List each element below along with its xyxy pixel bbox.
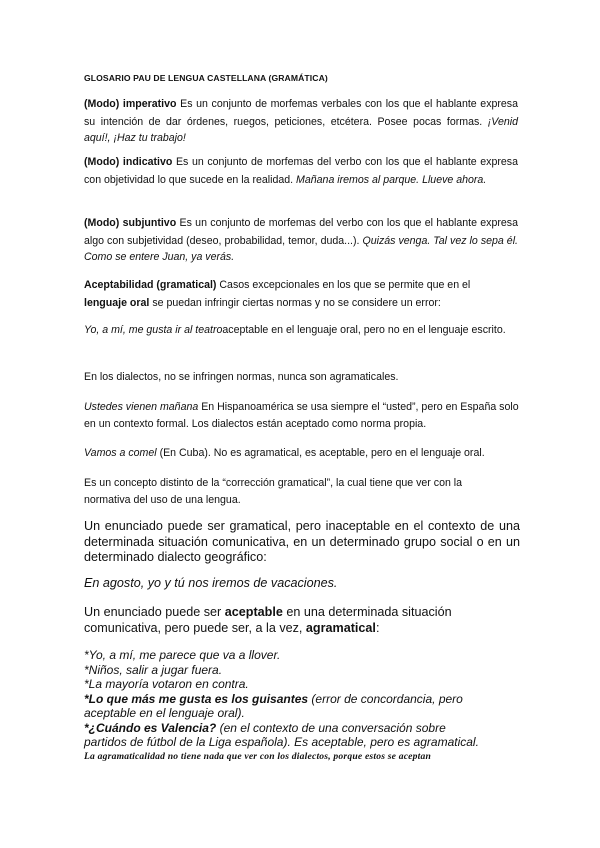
dialectos-note: En los dialectos, no se infringen normas, nunca son agramaticales. bbox=[84, 371, 399, 383]
example-ustedes-quote: Ustedes vienen mañana bbox=[84, 401, 199, 413]
concepto-note: Es un concepto distinto de la “corrección gramatical”, la cual tiene que ver con la normativa del uso de una lengua. bbox=[84, 477, 463, 506]
footer-note: La agramaticalidad no tiene nada que ver con los dialectos, porque estos se aceptan bbox=[84, 751, 432, 762]
example-comel bbox=[84, 445, 518, 462]
list-item-bold: *Lo que más me gusta es los guisantes bbox=[84, 691, 309, 706]
example-subjuntivo: Quizás venga. Tal vez lo sepa él. Como se entere Juan, ya verás. bbox=[84, 234, 518, 263]
enunciado-aceptable-c: en una determinada situación comunicativa, pero puede ser, a la vez, bbox=[84, 605, 452, 635]
example-ustedes bbox=[84, 399, 520, 432]
term-indicativo: (Modo) indicativo bbox=[84, 156, 173, 168]
enunciado-aceptable-a: Un enunciado puede ser bbox=[84, 605, 222, 619]
list-item: *Yo, a mí, me parece que va a llover. bbox=[84, 648, 281, 662]
example-indicativo: Mañana iremos al parque. Llueve ahora. bbox=[296, 173, 487, 186]
example-teatro-quote: Yo, a mí, me gusta ir al teatro bbox=[84, 324, 223, 336]
example-comel-text: (En Cuba). No es agramatical, es aceptable, pero en el lenguaje oral. bbox=[159, 447, 485, 459]
example-teatro-text: aceptable en el lenguaje oral, pero no en el lenguaje escrito. bbox=[222, 324, 506, 336]
def-indicativo: Es un conjunto de morfemas del verbo con los que el hablante expresa con objetividad lo que sucede en la realidad. bbox=[84, 156, 518, 186]
term-imperativo: (Modo) imperativo bbox=[84, 98, 177, 110]
list-item-rest: (en el contexto de una conversación sobre partidos de fútbol de la Liga española). Es aceptable, pero es agramatical. bbox=[84, 720, 479, 749]
list-item bbox=[84, 692, 484, 721]
def-aceptabilidad-a: Casos excepcionales en los que se permite que en el bbox=[219, 279, 471, 291]
example-agosto: En agosto, yo y tú nos iremos de vacaciones. bbox=[84, 576, 338, 590]
entry-imperativo bbox=[84, 96, 518, 147]
entry-subjuntivo bbox=[84, 215, 518, 266]
list-item bbox=[84, 721, 484, 750]
example-ustedes-text: En Hispanoamérica se usa siempre el “usted”, pero en España solo en un contexto formal. Los dialectos están aceptado como norma propia. bbox=[84, 401, 519, 430]
term-aceptabilidad: Aceptabilidad (gramatical) bbox=[84, 279, 217, 291]
example-comel-quote: Vamos a comel bbox=[84, 447, 157, 459]
def-imperativo: Es un conjunto de morfemas verbales con los que el hablante expresa su intención de dar órdenes, ruegos, peticiones, etcétera. Posee pocas formas. bbox=[84, 98, 518, 128]
list-item: *Niños, salir a jugar fuera. bbox=[84, 662, 223, 677]
term-aceptable: aceptable bbox=[224, 605, 283, 619]
term-agramatical: agramatical bbox=[305, 620, 376, 635]
enunciado-aceptable bbox=[84, 605, 484, 636]
example-teatro bbox=[84, 322, 516, 340]
def-subjuntivo: Es un conjunto de morfemas del verbo con los que el hablante expresa algo con subjetividad (deseo, probabilidad, temor, duda...). bbox=[84, 217, 518, 247]
list-item-bold: *¿Cuándo es Valencia? bbox=[84, 720, 217, 735]
list-item: *La mayoría votaron en contra. bbox=[84, 677, 249, 691]
enunciado-aceptable-e: : bbox=[375, 620, 380, 635]
term-subjuntivo: (Modo) subjuntivo bbox=[84, 217, 177, 229]
term-lenguaje-oral: lenguaje oral bbox=[84, 296, 150, 309]
entry-aceptabilidad bbox=[84, 277, 514, 311]
example-list bbox=[84, 648, 484, 750]
page-title: GLOSARIO PAU DE LENGUA CASTELLANA (GRAMÁTICA) bbox=[84, 73, 328, 83]
def-aceptabilidad-b: se puedan infringir ciertas normas y no se considere un error: bbox=[152, 296, 441, 309]
enunciado-gramatical: Un enunciado puede ser gramatical, pero inaceptable en el contexto de una determinada situación comunicativa, en un determinado grupo social o en un determinado dialecto geográfico: bbox=[84, 519, 520, 564]
list-item-rest: (error de concordancia, pero aceptable en el lenguaje oral). bbox=[84, 691, 463, 720]
entry-indicativo bbox=[84, 154, 518, 188]
example-imperativo: ¡Venid aquí!, ¡Haz tu trabajo! bbox=[84, 115, 518, 144]
